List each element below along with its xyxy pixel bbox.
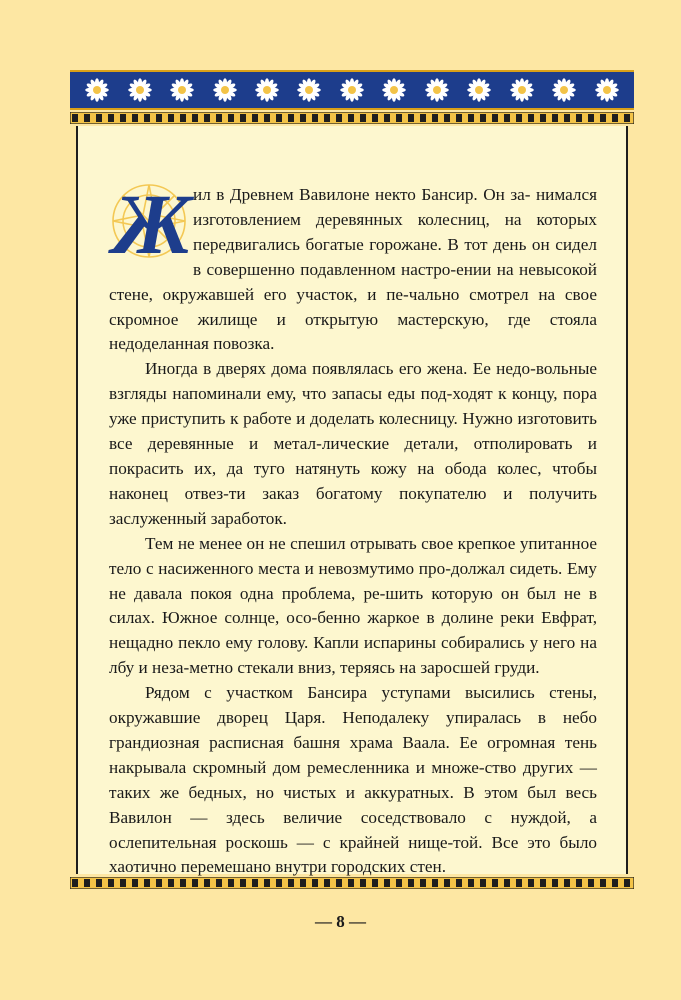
daisy-icon	[297, 78, 321, 102]
paragraph-4: Рядом с участком Бансира уступами высились стены, окружавшие дворец Царя. Неподалеку упиралась в небо грандиозная расписная башня храма Ваала. Ее огромная тень накрывала скромный дом ремесленника и множе-ство других — таких же бедных, но чистых и аккуратных. В этом был весь Вавилон — здесь величие соседствовало с нуждой, а ослепительная роскошь — с крайней нище-той. Все это было хаотично перемешано внутри городских стен.	[109, 683, 597, 877]
paragraph-2: Иногда в дверях дома появлялась его жена. Ее недо-вольные взгляды напоминали ему, что запасы еды под-ходят к концу, пора уже приступить к работе и доделать колесницу. Нужно изготовить все деревянные и метал-лические детали, отполировать и покрасить их, да туго натянуть кожу на обода колес, чтобы наконец отвез-ти заказ богатому покупателю и получить заслуженный заработок.	[109, 359, 597, 528]
daisy-icon	[382, 78, 406, 102]
daisy-icon	[467, 78, 491, 102]
daisy-icon	[128, 78, 152, 102]
daisy-icon	[340, 78, 364, 102]
decorative-dash-row-top	[70, 112, 634, 124]
daisy-icon	[255, 78, 279, 102]
daisy-icon	[85, 78, 109, 102]
daisy-icon	[213, 78, 237, 102]
paragraph-1	[109, 176, 598, 357]
page-number: — 8 —	[315, 912, 366, 931]
daisy-icon	[425, 78, 449, 102]
paragraph-1-rest: нимался изготовлением деревянных колесниц, на которых передвигались богатые горожане. В тот день он сидел в совершенно подавленном настро-ении на невысокой стене, окружавшей его участок, и пе-чально смотрел на свое скромное жилище и открытую мастерскую, где стояла недоделанная повозка.	[109, 185, 598, 354]
decorative-daisy-band	[70, 70, 634, 110]
paragraph-3: Тем не менее он не спешил отрывать свое крепкое упитанное тело с насиженного места и невозмутимо про-должал сидеть. Ему не давала покоя одна проблема, ре-шить которую он был не в силах. Южное солнце, осо-бенно жаркое в долине реки Евфрат, нещадно пекло ему голову. Капли испарины собирались у него на лбу и неза-метно стекали вниз, теряясь на заросшей груди.	[109, 533, 597, 678]
story-text	[109, 176, 598, 880]
first-line-text: ил в Древнем Вавилоне некто Бансир. Он за-	[193, 185, 531, 204]
daisy-icon	[595, 78, 619, 102]
daisy-icon	[552, 78, 576, 102]
daisy-icon	[170, 78, 194, 102]
drop-cap: Ж	[109, 187, 187, 259]
daisy-icon	[510, 78, 534, 102]
